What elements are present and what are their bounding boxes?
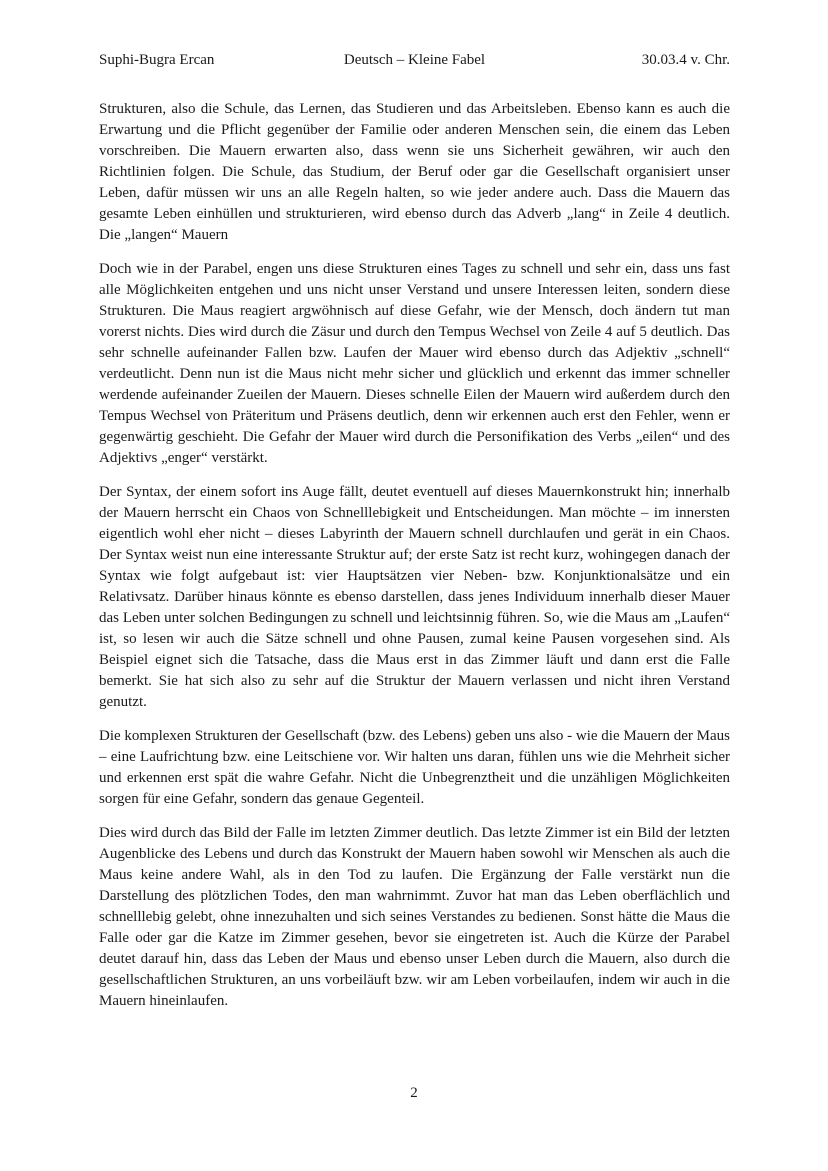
document-body bbox=[99, 99, 730, 1025]
header-date: 30.03.4 v. Chr. bbox=[641, 52, 730, 68]
paragraph: Die komplexen Strukturen der Gesellschaft (bzw. des Lebens) geben uns also - wie die Mauern der Maus – eine Laufrichtung bzw. eine Leitschiene vor. Wir halten uns daran, fühlen uns wie die Mehrheit sicher und erkennen erst spät die wahre Gefahr. Nicht die Unbegrenztheit und die unzähligen Möglichkeiten sorgen für eine Gefahr, sondern das genaue Gegenteil. bbox=[99, 728, 730, 807]
paragraph: Strukturen, also die Schule, das Lernen, das Studieren und das Arbeitsleben. Ebenso kann es auch die Erwartung und die Pflicht gegenüber der Familie oder anderen Menschen sein, die einem das Leben vorschreiben. Die Mauern erwarten also, dass wenn sie uns Sicherheit gewähren, wir auch den Richtlinien folgen. Die Schule, das Studium, der Beruf oder gar die Gesellschaft organisiert unser Leben, dafür müssen wir uns an alle Regeln halten, so wie jeder andere auch. Dass die Mauern das gesamte Leben einhüllen und strukturieren, wird ebenso durch das Adverb „lang“ in Zeile 4 deutlich. Die „langen“ Mauern bbox=[99, 101, 730, 243]
page-header bbox=[99, 50, 730, 70]
paragraph: Der Syntax, der einem sofort ins Auge fällt, deutet eventuell auf dieses Mauernkonstrukt hin; innerhalb der Mauern herrscht ein Chaos von Schnelllebigkeit und Entscheidungen. Man möchte – im innersten eigentlich wohl eher nicht – dieses Labyrinth der Mauern schnell durchlaufen und gerät in ein Chaos. Der Syntax weist nun eine interessante Struktur auf; der erste Satz ist recht kurz, wohingegen danach der Syntax wie folgt aufgebaut ist: vier Hauptsätzen vier Neben- bzw. Konjunktionalsätze und ein Relativsatz. Darüber hinaus könnte es ebenso darstellen, dass jenes Individuum innerhalb dieser Mauer das Leben unter solchen Bedingungen zu schnell und leichtsinnig führen. So, wie die Maus am „Laufen“ ist, so lesen wir auch die Sätze schnell und ohne Pausen, zumal keine Pausen vorgesehen sind. Als Beispiel eignet sich die Tatsache, dass die Maus erst in das Zimmer läuft und dann erst die Falle bemerkt. Sie hat sich also zu sehr auf die Struktur der Mauern verlassen und nicht ihren Verstand genutzt. bbox=[99, 484, 730, 710]
page-number: 2 bbox=[410, 1085, 418, 1101]
header-author: Suphi-Bugra Ercan bbox=[99, 52, 215, 68]
paragraph: Dies wird durch das Bild der Falle im letzten Zimmer deutlich. Das letzte Zimmer ist ein Bild der letzten Augenblicke des Lebens und durch das Konstrukt der Mauern haben sowohl wir Menschen als auch die Maus keine andere Wahl, als in den Tod zu laufen. Die Ergänzung der Falle verstärkt nun die Darstellung des plötzlichen Todes, den man wahrnimmt. Zuvor hat man das Leben oberflächlich und schnelllebig gelebt, ohne innezuhalten und sich seines Verstandes zu bedienen. Sonst hätte die Maus die Falle oder gar die Katze im Zimmer gesehen, bevor sie eingetreten ist. Auch die Kürze der Parabel deutet darauf hin, dass das Leben der Maus und ebenso unser Leben durch die Mauern, also durch die gesellschaftlichen Strukturen, an uns vorbeiläuft bzw. wir am Leben vorbeilaufen, indem wir auch in die Mauern hineinlaufen. bbox=[99, 825, 730, 1009]
header-subject: Deutsch – Kleine Fabel bbox=[343, 52, 486, 68]
paragraph: Doch wie in der Parabel, engen uns diese Strukturen eines Tages zu schnell und sehr ein, dass uns fast alle Möglichkeiten entgehen und uns nicht unser Verstand und unsere Interessen leiten, sondern diese Strukturen. Die Maus reagiert argwöhnisch auf diese Gefahr, wie der Mensch, doch ändern tut man vorerst nichts. Dies wird durch die Zäsur und durch den Tempus Wechsel von Zeile 4 auf 5 deutlich. Das sehr schnelle aufeinander Fallen bzw. Laufen der Mauer wird ebenso durch das Adjektiv „schnell“ verdeutlicht. Denn nun ist die Maus nicht mehr sicher und glücklich und erkennt das immer schneller werdende aufeinander Zueilen der Mauern. Dieses schnelle Eilen der Mauern wird außerdem durch den Tempus Wechsel von Präteritum und Präsens deutlich, denn wir erkennen auch erst den Fehler, wenn er gegenwärtig geschieht. Die Gefahr der Mauer wird durch die Personifikation des Verbs „eilen“ und des Adjektivs „enger“ verstärkt. bbox=[99, 261, 730, 466]
